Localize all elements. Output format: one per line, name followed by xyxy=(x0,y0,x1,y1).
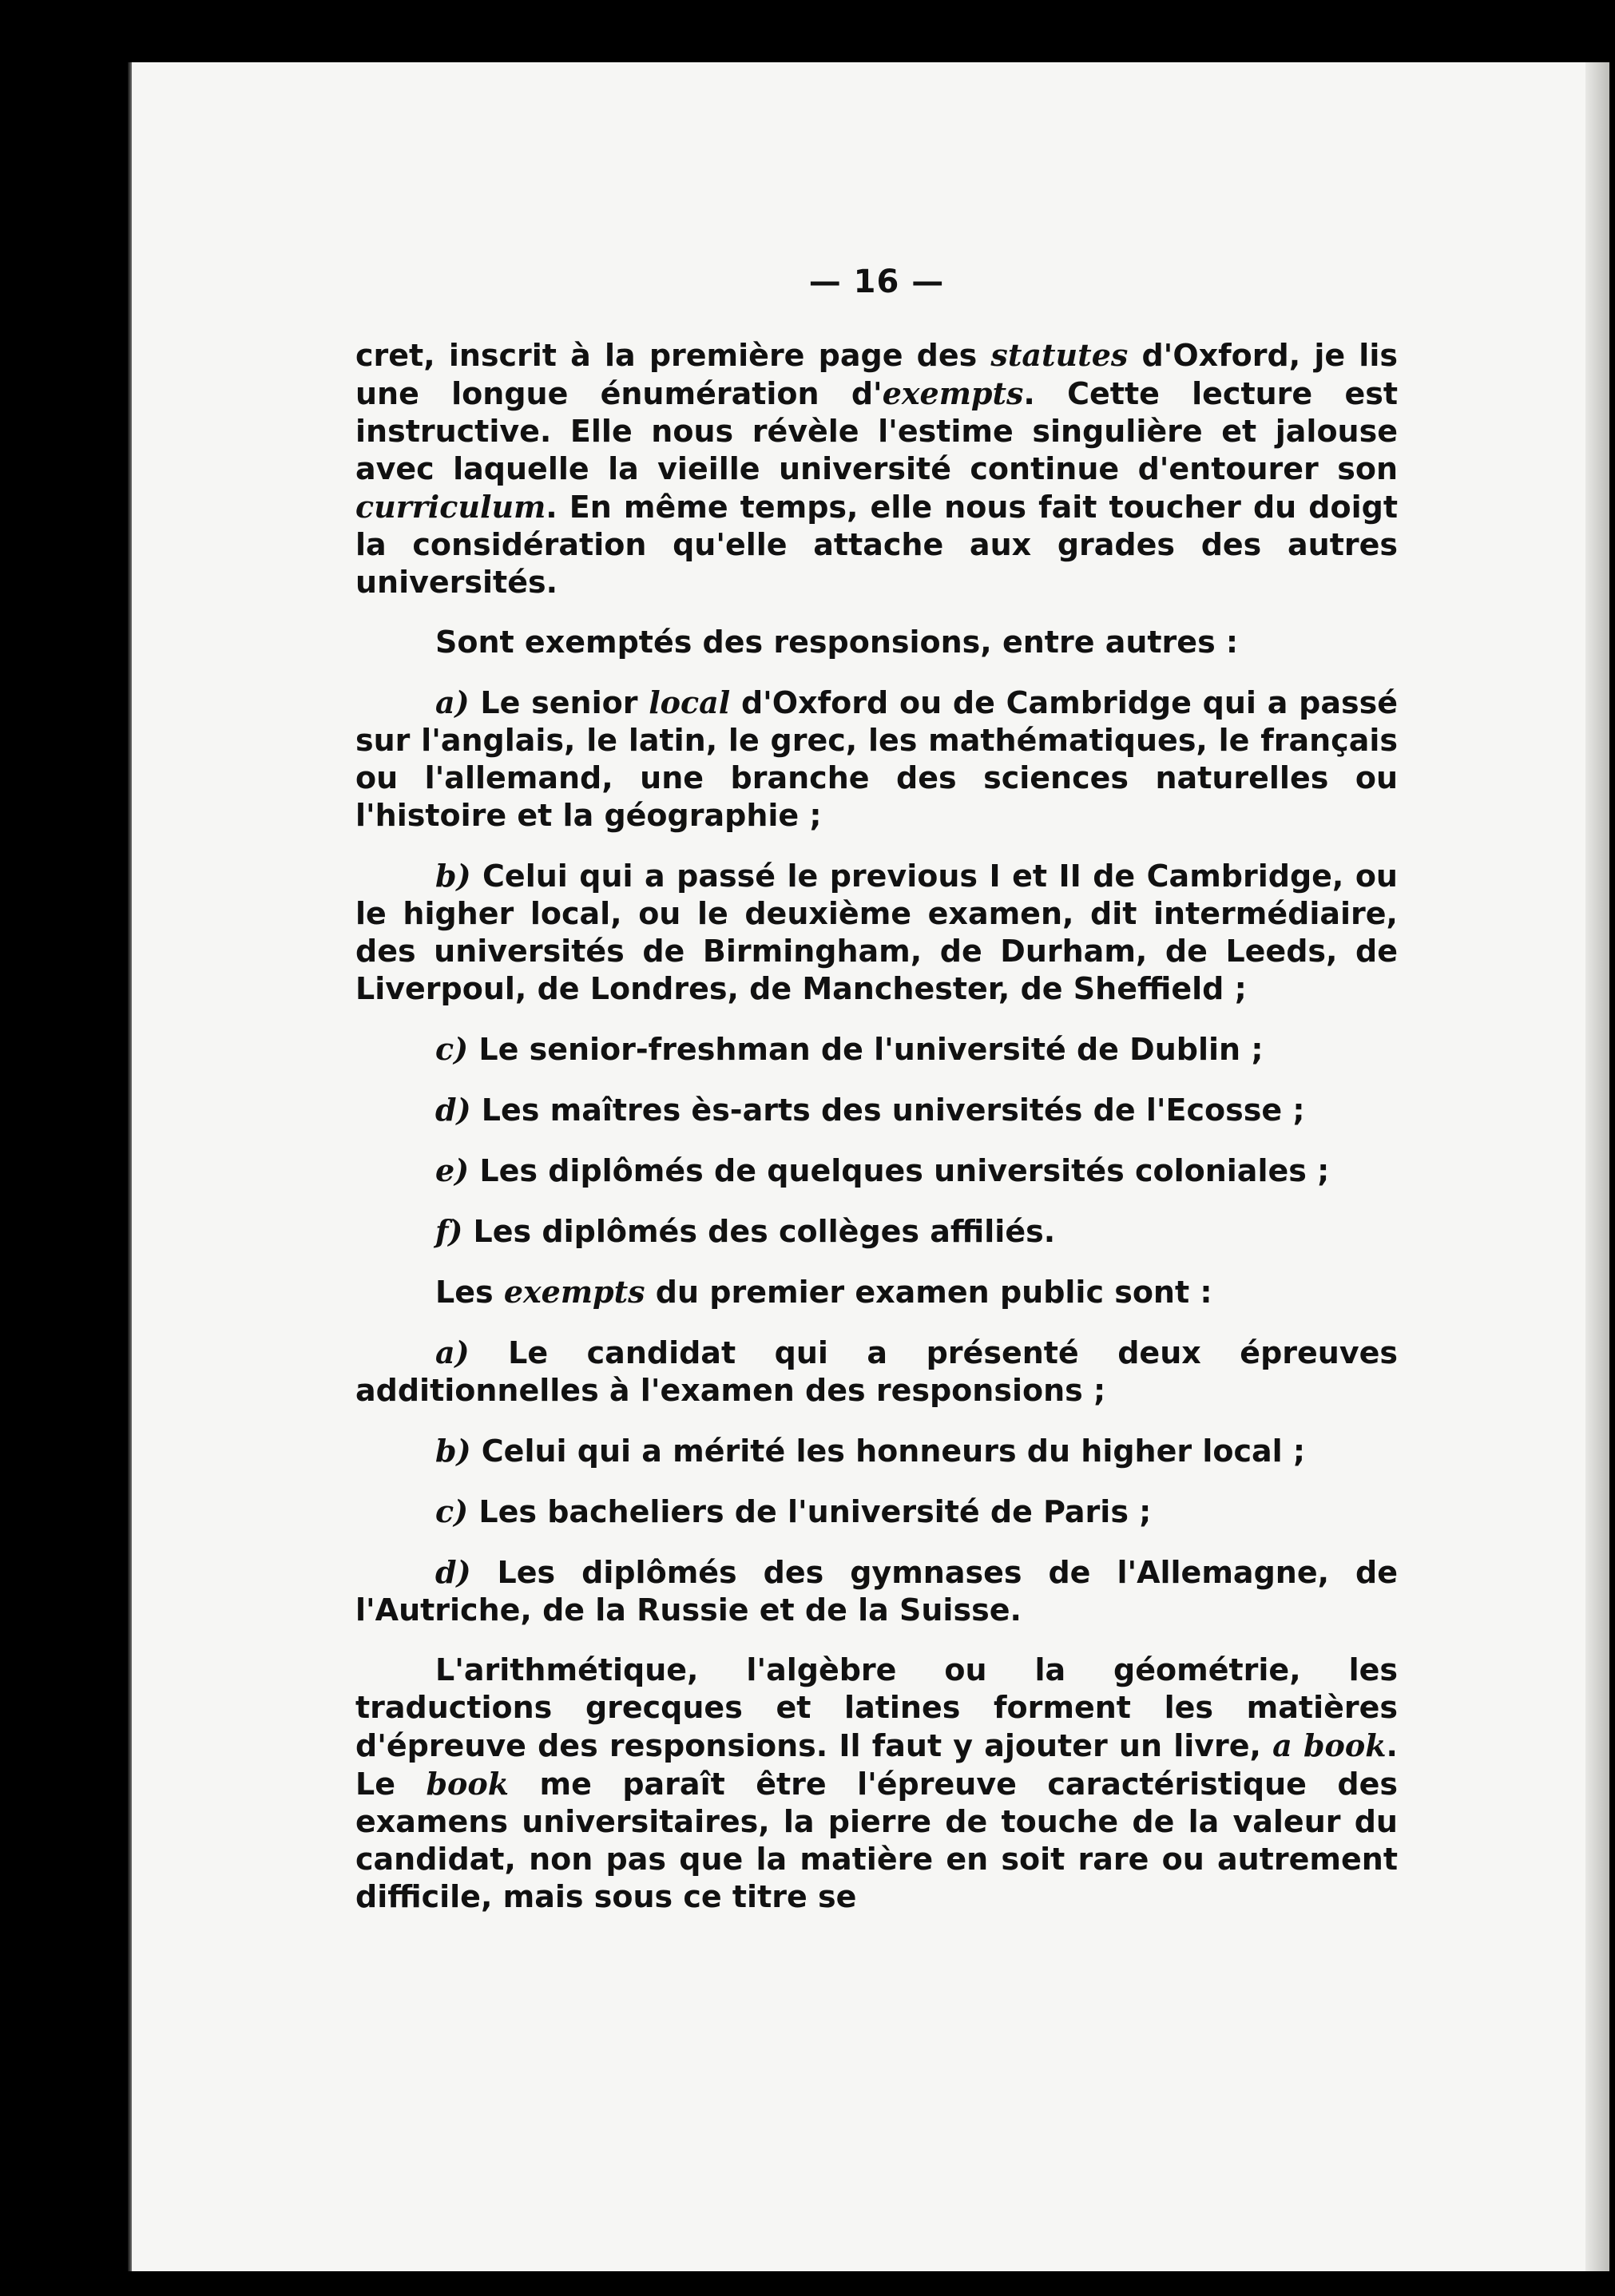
page-text xyxy=(355,264,1398,1916)
final-paragraph-text-b: . Le xyxy=(355,1728,1398,1802)
list2-item-d-text: Les diplômés des gymnases de l'Allemagne, de l'Autriche, de la Russie et de la Suisse. xyxy=(355,1555,1398,1628)
intro-responsions: Sont exemptés des responsions, entre autres : xyxy=(435,625,1239,660)
list1-item-a xyxy=(355,684,1398,835)
final-paragraph-em-book: book xyxy=(426,1766,510,1802)
list1-item-e-letter: e) xyxy=(435,1152,470,1188)
list1-item-d-letter: d) xyxy=(435,1092,471,1128)
list2-item-a-text: Le candidat qui a présenté deux épreuves additionnelles à l'examen des responsions ; xyxy=(355,1335,1398,1408)
list1-item-f xyxy=(355,1212,1398,1251)
page-number: — 16 — xyxy=(808,264,945,300)
list1-item-d xyxy=(355,1091,1398,1129)
list2-item-c xyxy=(355,1493,1398,1531)
intro-exempts xyxy=(355,1273,1398,1311)
list2-item-d xyxy=(355,1553,1398,1629)
intro-exempts-text-b: du premier examen public sont : xyxy=(645,1275,1212,1310)
page-right-strip xyxy=(1585,62,1609,2271)
list1-item-e xyxy=(355,1152,1398,1190)
list1-item-b xyxy=(355,857,1398,1008)
paragraph-1 xyxy=(355,336,1398,601)
list1-item-a-letter: a) xyxy=(435,684,470,720)
list1-item-a-text-b: d'Oxford ou de Cambridge qui a passé sur l'anglais, le latin, le grec, les mathématiques, le français ou l'allemand, une branche des sciences naturelles ou l'histoire et la géographie ; xyxy=(355,685,1398,833)
list2-item-a-letter: a) xyxy=(435,1334,470,1370)
list1-item-c-letter: c) xyxy=(435,1031,469,1067)
list2-item-b-letter: b) xyxy=(435,1433,471,1469)
list2-item-c-text: Les bacheliers de l'université de Paris ; xyxy=(468,1494,1152,1529)
paragraph-1-em-exempts: exempts xyxy=(882,375,1024,411)
list2-item-a xyxy=(355,1334,1398,1410)
paragraph-1-text-a: cret, inscrit à la première page des xyxy=(355,338,991,373)
paragraph-1-em-curriculum: curriculum xyxy=(355,489,546,525)
intro-exempts-em: exempts xyxy=(503,1274,645,1310)
list1-item-a-em-local: local xyxy=(649,684,731,720)
paragraph-1-em-statutes: statutes xyxy=(990,337,1129,373)
list1-item-a-text-a: Le senior xyxy=(469,685,649,720)
list1-item-d-text: Les maîtres ès-arts des universités de l'Ecosse ; xyxy=(470,1092,1305,1128)
list1-item-f-text: Les diplômés des collèges affiliés. xyxy=(462,1214,1056,1249)
list2-item-b xyxy=(355,1432,1398,1470)
paragraph-1-text-d: . En même temps, elle nous fait toucher du doigt la considération qu'elle attache aux grades des autres universités. xyxy=(355,490,1398,600)
list2-item-c-letter: c) xyxy=(435,1493,469,1529)
list1-item-c xyxy=(355,1030,1398,1069)
final-paragraph xyxy=(355,1652,1398,1916)
list2-item-b-text: Celui qui a mérité les honneurs du higher local ; xyxy=(470,1434,1306,1469)
paragraph-1-text-b: d'Oxford, je lis une longue énumération d' xyxy=(355,338,1398,411)
intro-exempts-text-a: Les xyxy=(435,1275,504,1310)
list1-item-b-text: Celui qui a passé le previous I et II de Cambridge, ou le higher local, ou le deuxième examen, dit intermédiaire, des universités de Birmingham, de Durham, de Leeds, de Liverpoul, de Londres, de Manchester, de Sheffield ; xyxy=(355,859,1398,1006)
final-paragraph-text-a: L'arithmétique, l'algèbre ou la géométrie, les traductions grecques et latines forment les matières d'épreuve des responsions. Il faut y ajouter un livre, xyxy=(355,1652,1398,1763)
list1-item-b-letter: b) xyxy=(435,858,471,894)
final-paragraph-text-c: me paraît être l'épreuve caractéristique des examens universitaires, la pierre de touche de la valeur du candidat, non pas que la matière en soit rare ou autrement difficile, mais sous ce titre se xyxy=(355,1767,1398,1914)
list1-item-e-text: Les diplômés de quelques universités coloniales ; xyxy=(469,1153,1330,1188)
list1-item-c-text: Le senior-freshman de l'université de Dublin ; xyxy=(468,1032,1264,1067)
list2-item-d-letter: d) xyxy=(435,1554,471,1590)
final-paragraph-em-a-book: a book xyxy=(1272,1727,1387,1763)
list1-item-f-letter: f) xyxy=(435,1213,463,1249)
paragraph-1-text-c: . Cette lecture est instructive. Elle nous révèle l'estime singulière et jalouse avec laquelle la vieille université continue d'entourer son xyxy=(355,376,1399,486)
